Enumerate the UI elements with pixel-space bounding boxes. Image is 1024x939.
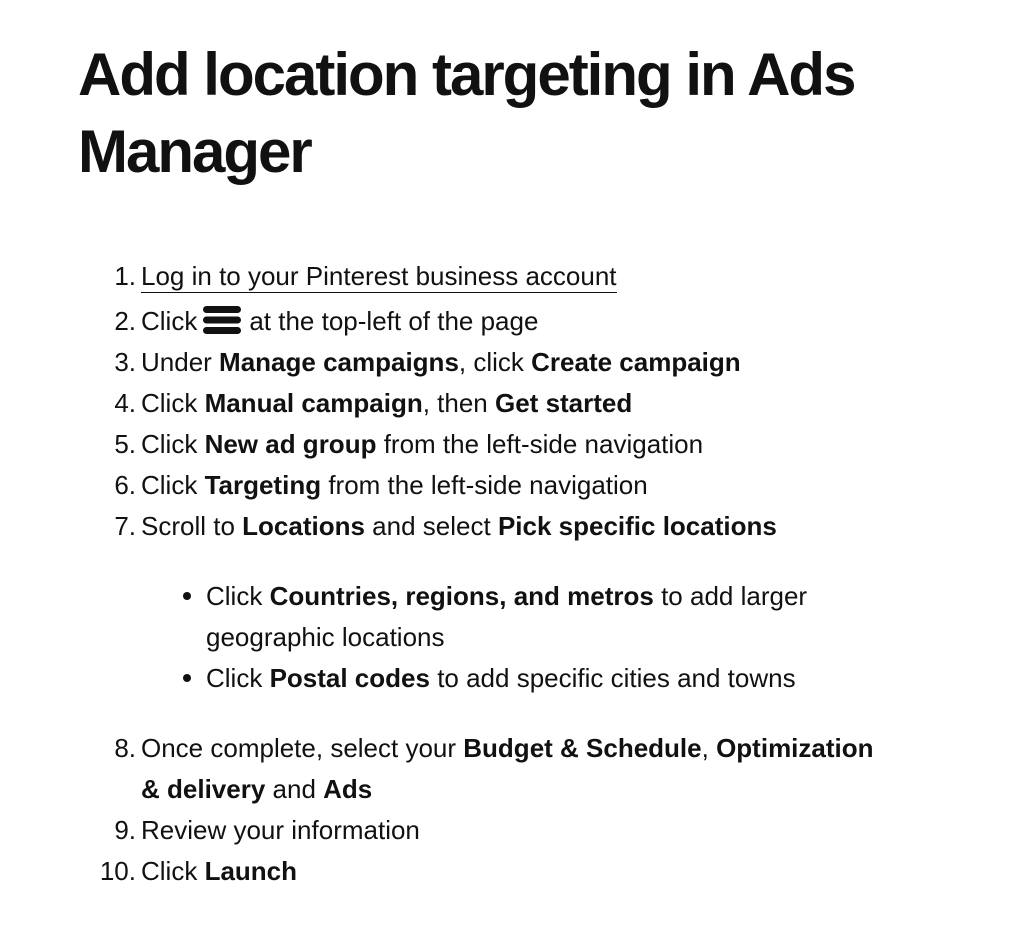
ui-term: Manage campaigns [219,347,459,377]
ui-term: Pick specific locations [497,511,777,541]
step-text: Click [206,581,270,611]
ui-term: Ads [323,774,373,804]
login-link[interactable]: Log in to your Pinterest business account [141,261,617,291]
step-number: 8. [114,733,136,763]
step-text: from the left-side navigation [321,470,648,500]
step-number: 1. [114,261,136,291]
step-text: geographic locations [206,622,445,652]
ui-term: Targeting [204,470,322,500]
step-number: 4. [114,388,136,418]
step-text: Click [141,388,205,418]
step-text: Once complete, select your [141,733,464,763]
bullet-icon [183,674,191,682]
step-text: Under [141,347,220,377]
step-text: to add larger [653,581,808,611]
ui-term: Postal codes [269,663,430,693]
page-title: Add location targeting in Ads Manager [78,41,855,185]
ui-term: New ad group [204,429,377,459]
step-text: Click [141,306,198,336]
bullet-icon [183,592,191,600]
ui-term: Launch [204,856,298,886]
step-text: , then [422,388,495,418]
ui-term: Optimization [716,733,874,763]
step-number: 9. [114,815,136,845]
step-number: 7. [114,511,136,541]
step-text: Review your information [141,815,420,845]
ui-term: Get started [495,388,633,418]
step-text: at the top-left of the page [249,306,539,336]
step-text: Click [141,856,205,886]
step-number: 3. [114,347,136,377]
step-text: Scroll to [141,511,243,541]
ui-term: Manual campaign [204,388,423,418]
ui-term: Locations [242,511,365,541]
step-number: 2. [114,306,136,336]
step-text: and [265,774,324,804]
step-text: Click [141,470,205,500]
step-text: to add specific cities and towns [429,663,796,693]
ui-term: Countries, regions, and metros [269,581,654,611]
step-text: and select [364,511,498,541]
step-text: , click [458,347,532,377]
step-text: , [701,733,717,763]
step-text: Click [206,663,270,693]
ui-term: & delivery [141,774,266,804]
ui-term: Budget & Schedule [463,733,702,763]
step-text: from the left-side navigation [376,429,704,459]
hamburger-menu-icon [203,305,241,335]
step-number: 6. [114,470,136,500]
step-number: 5. [114,429,136,459]
ui-term: Create campaign [531,347,741,377]
step-text: Click [141,429,205,459]
step-number: 10. [99,856,136,886]
